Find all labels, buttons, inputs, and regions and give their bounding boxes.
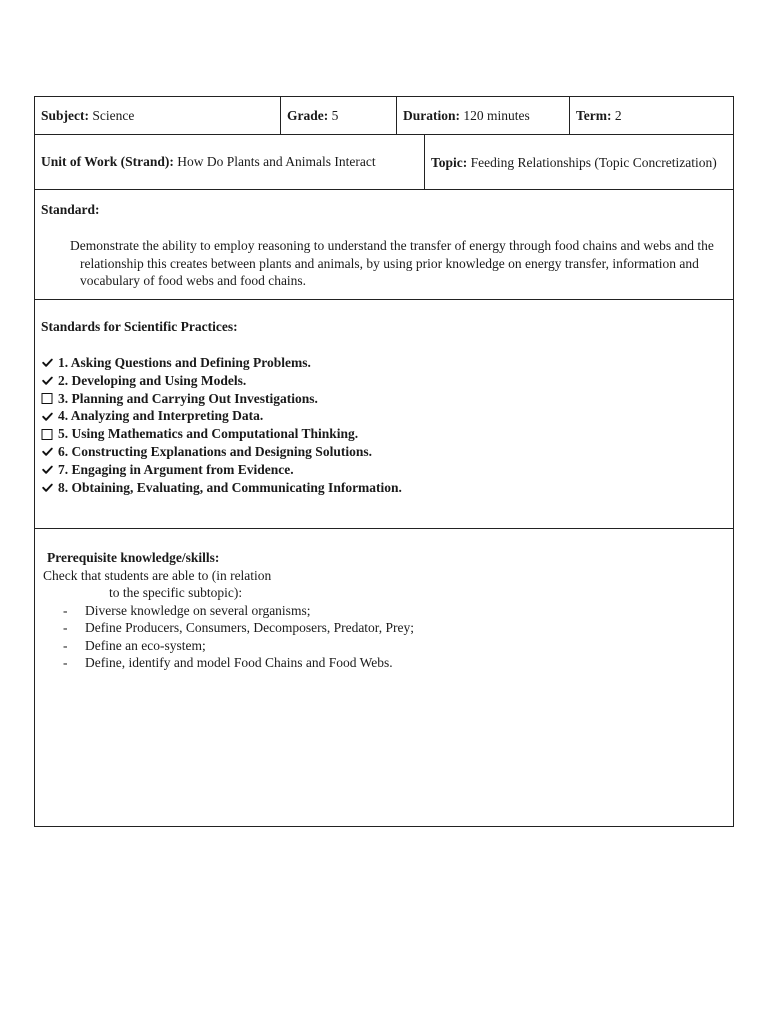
standard-label: Standard: — [41, 202, 100, 217]
practice-item — [41, 354, 727, 372]
practices-label: Standards for Scientific Practices: — [41, 319, 238, 334]
practice-item — [41, 407, 727, 425]
prerequisite-text: Define Producers, Consumers, Decomposers, Predator, Prey; — [85, 620, 415, 636]
term-value: 2 — [614, 108, 622, 123]
empty-checkbox-icon — [41, 428, 54, 441]
practice-item — [41, 443, 727, 461]
duration-label: Duration: — [403, 108, 460, 123]
term-cell — [569, 97, 733, 134]
header-row — [35, 97, 733, 135]
checkmark-icon — [41, 356, 54, 369]
bullet-dash: - — [63, 637, 68, 653]
topic-cell — [424, 135, 733, 189]
prerequisite-item — [43, 637, 725, 655]
prerequisite-intro — [43, 567, 725, 602]
grade-value: 5 — [331, 108, 339, 123]
practice-text: 2. Developing and Using Models. — [58, 372, 247, 388]
practice-text: 3. Planning and Carrying Out Investigations. — [58, 390, 318, 406]
unit-cell — [35, 135, 424, 189]
checkmark-icon — [41, 481, 54, 494]
practice-item — [41, 479, 727, 497]
unit-row — [35, 135, 733, 190]
practice-text: 8. Obtaining, Evaluating, and Communicating Information. — [58, 479, 402, 495]
practice-text: 1. Asking Questions and Defining Problems. — [58, 355, 311, 370]
practice-text: 7. Engaging in Argument from Evidence. — [58, 461, 294, 477]
term-label: Term: — [576, 108, 612, 123]
topic-label: Topic: — [431, 155, 468, 170]
checkmark-icon — [41, 374, 54, 387]
unit-label: Unit of Work (Strand): — [41, 154, 174, 169]
bullet-dash: - — [63, 620, 68, 636]
prerequisite-list — [43, 602, 725, 672]
prerequisite-section — [35, 529, 733, 826]
subject-value: Science — [92, 108, 135, 123]
empty-checkbox-icon — [41, 392, 54, 405]
prerequisite-item — [43, 654, 725, 672]
practice-list — [41, 354, 727, 496]
unit-value: How Do Plants and Animals Interact — [177, 154, 376, 169]
practice-text: 4. Analyzing and Interpreting Data. — [58, 408, 264, 424]
prerequisite-intro-line1: Check that students are able to (in relation — [43, 567, 272, 583]
bullet-dash: - — [63, 655, 68, 671]
subject-label: Subject: — [41, 108, 89, 123]
topic-value: Feeding Relationships (Topic Concretization) — [470, 155, 717, 170]
checkmark-icon — [41, 445, 54, 458]
bullet-dash: - — [63, 602, 68, 618]
standard-text: Demonstrate the ability to employ reasoning to understand the transfer of energy through food chains and webs and the relationship this creates between plants and animals, by using prior knowledge on energy transfer, information and vocabulary of food webs and food chains. — [70, 238, 714, 288]
checkmark-icon — [41, 463, 54, 476]
practice-item — [41, 425, 727, 443]
practice-text: 5. Using Mathematics and Computational Thinking. — [58, 426, 359, 442]
grade-label: Grade: — [287, 108, 329, 123]
practice-item — [41, 461, 727, 479]
prerequisite-label: Prerequisite knowledge/skills: — [47, 550, 220, 565]
practices-section — [35, 300, 733, 529]
practice-item — [41, 390, 727, 408]
prerequisite-item — [43, 619, 725, 637]
checkmark-icon — [41, 410, 54, 423]
prerequisite-text: Define, identify and model Food Chains and Food Webs. — [85, 655, 393, 671]
prerequisite-heading — [43, 549, 725, 567]
practices-heading — [41, 319, 727, 335]
lesson-plan-table — [34, 96, 734, 827]
duration-cell — [396, 97, 569, 134]
practice-text: 6. Constructing Explanations and Designing Solutions. — [58, 443, 372, 459]
duration-value: 120 minutes — [463, 108, 530, 123]
standard-heading — [41, 202, 727, 218]
practice-item — [41, 372, 727, 390]
prerequisite-text: Diverse knowledge on several organisms; — [85, 602, 311, 618]
prerequisite-item — [43, 602, 725, 620]
prerequisite-intro-line2: to the specific subtopic): — [109, 585, 243, 600]
standard-section — [35, 190, 733, 300]
subject-cell — [35, 97, 280, 134]
prerequisite-text: Define an eco-system; — [85, 637, 206, 653]
grade-cell — [280, 97, 396, 134]
